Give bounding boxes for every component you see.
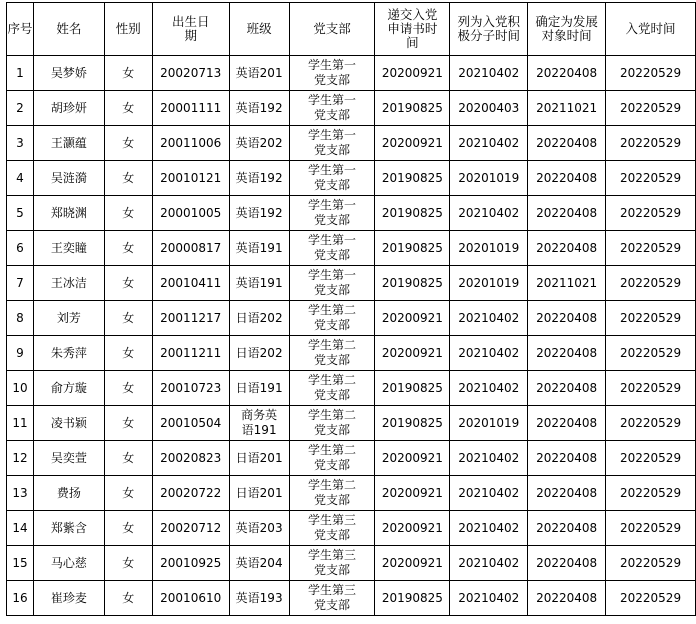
cell-application-date: 20200921 (375, 56, 450, 91)
header-activist-date: 列为入党积极分子时间 (450, 3, 528, 56)
cell-gender: 女 (104, 406, 152, 441)
cell-party-branch: 学生第三党支部 (289, 581, 375, 616)
cell-application-date: 20190825 (375, 266, 450, 301)
table-row (7, 371, 696, 406)
cell-gender: 女 (104, 196, 152, 231)
cell-candidate-date: 20220408 (528, 301, 606, 336)
cell-party-branch: 学生第二党支部 (289, 476, 375, 511)
cell-party-branch: 学生第一党支部 (289, 196, 375, 231)
cell-candidate-date: 20220408 (528, 511, 606, 546)
table-row (7, 161, 696, 196)
cell-birth-date: 20010121 (152, 161, 229, 196)
table-row (7, 266, 696, 301)
cell-party-branch: 学生第一党支部 (289, 126, 375, 161)
table-row (7, 406, 696, 441)
cell-application-date: 20190825 (375, 231, 450, 266)
cell-birth-date: 20011006 (152, 126, 229, 161)
cell-activist-date: 20210402 (450, 196, 528, 231)
cell-index: 13 (7, 476, 34, 511)
cell-candidate-date: 20220408 (528, 476, 606, 511)
cell-join-date: 20220529 (606, 301, 696, 336)
cell-name: 朱秀萍 (33, 336, 104, 371)
cell-activist-date: 20210402 (450, 336, 528, 371)
cell-class: 英语201 (229, 56, 289, 91)
cell-index: 5 (7, 196, 34, 231)
cell-party-branch: 学生第一党支部 (289, 161, 375, 196)
cell-application-date: 20190825 (375, 91, 450, 126)
cell-index: 11 (7, 406, 34, 441)
cell-application-date: 20190825 (375, 161, 450, 196)
cell-birth-date: 20020823 (152, 441, 229, 476)
cell-birth-date: 20010925 (152, 546, 229, 581)
cell-name: 吴梦娇 (33, 56, 104, 91)
cell-party-branch: 学生第二党支部 (289, 371, 375, 406)
table-row (7, 441, 696, 476)
cell-join-date: 20220529 (606, 511, 696, 546)
cell-join-date: 20220529 (606, 266, 696, 301)
cell-gender: 女 (104, 161, 152, 196)
cell-activist-date: 20200403 (450, 91, 528, 126)
cell-name: 吴奕萱 (33, 441, 104, 476)
cell-party-branch: 学生第一党支部 (289, 56, 375, 91)
header-gender: 性别 (104, 3, 152, 56)
cell-activist-date: 20201019 (450, 266, 528, 301)
cell-candidate-date: 20220408 (528, 56, 606, 91)
cell-gender: 女 (104, 266, 152, 301)
table-row (7, 476, 696, 511)
table-row (7, 581, 696, 616)
table-body (7, 56, 696, 616)
member-table-container (6, 2, 696, 616)
cell-party-branch: 学生第一党支部 (289, 266, 375, 301)
cell-birth-date: 20020713 (152, 56, 229, 91)
cell-application-date: 20190825 (375, 406, 450, 441)
cell-join-date: 20220529 (606, 91, 696, 126)
table-row (7, 231, 696, 266)
cell-activist-date: 20210402 (450, 301, 528, 336)
cell-gender: 女 (104, 336, 152, 371)
header-class: 班级 (229, 3, 289, 56)
table-row (7, 196, 696, 231)
cell-class: 商务英语191 (229, 406, 289, 441)
cell-activist-date: 20210402 (450, 476, 528, 511)
cell-join-date: 20220529 (606, 336, 696, 371)
cell-candidate-date: 20220408 (528, 336, 606, 371)
cell-class: 日语201 (229, 441, 289, 476)
cell-party-branch: 学生第三党支部 (289, 511, 375, 546)
cell-birth-date: 20000817 (152, 231, 229, 266)
cell-join-date: 20220529 (606, 476, 696, 511)
cell-index: 1 (7, 56, 34, 91)
cell-candidate-date: 20220408 (528, 546, 606, 581)
cell-activist-date: 20210402 (450, 56, 528, 91)
cell-candidate-date: 20211021 (528, 91, 606, 126)
cell-activist-date: 20210402 (450, 581, 528, 616)
header-candidate-date: 确定为发展对象时间 (528, 3, 606, 56)
cell-birth-date: 20001111 (152, 91, 229, 126)
table-row (7, 126, 696, 161)
table-row (7, 336, 696, 371)
cell-party-branch: 学生第三党支部 (289, 546, 375, 581)
cell-join-date: 20220529 (606, 581, 696, 616)
cell-activist-date: 20201019 (450, 231, 528, 266)
cell-name: 王冰洁 (33, 266, 104, 301)
cell-gender: 女 (104, 56, 152, 91)
cell-gender: 女 (104, 231, 152, 266)
cell-join-date: 20220529 (606, 161, 696, 196)
cell-index: 2 (7, 91, 34, 126)
cell-application-date: 20200921 (375, 546, 450, 581)
cell-birth-date: 20011211 (152, 336, 229, 371)
cell-party-branch: 学生第二党支部 (289, 336, 375, 371)
cell-gender: 女 (104, 441, 152, 476)
cell-party-branch: 学生第二党支部 (289, 406, 375, 441)
cell-name: 郑晓渊 (33, 196, 104, 231)
cell-candidate-date: 20220408 (528, 161, 606, 196)
cell-index: 7 (7, 266, 34, 301)
cell-candidate-date: 20211021 (528, 266, 606, 301)
cell-class: 日语202 (229, 336, 289, 371)
cell-name: 郑紫含 (33, 511, 104, 546)
cell-activist-date: 20210402 (450, 441, 528, 476)
cell-join-date: 20220529 (606, 406, 696, 441)
cell-name: 凌书颖 (33, 406, 104, 441)
cell-candidate-date: 20220408 (528, 441, 606, 476)
cell-birth-date: 20011217 (152, 301, 229, 336)
cell-application-date: 20190825 (375, 371, 450, 406)
cell-join-date: 20220529 (606, 231, 696, 266)
cell-application-date: 20200921 (375, 476, 450, 511)
cell-index: 10 (7, 371, 34, 406)
cell-index: 9 (7, 336, 34, 371)
cell-name: 王灏蕴 (33, 126, 104, 161)
cell-candidate-date: 20220408 (528, 231, 606, 266)
cell-application-date: 20200921 (375, 301, 450, 336)
cell-index: 8 (7, 301, 34, 336)
cell-gender: 女 (104, 476, 152, 511)
cell-candidate-date: 20220408 (528, 126, 606, 161)
cell-join-date: 20220529 (606, 126, 696, 161)
cell-party-branch: 学生第二党支部 (289, 441, 375, 476)
cell-activist-date: 20201019 (450, 161, 528, 196)
cell-join-date: 20220529 (606, 196, 696, 231)
cell-name: 刘芳 (33, 301, 104, 336)
cell-birth-date: 20010610 (152, 581, 229, 616)
cell-join-date: 20220529 (606, 546, 696, 581)
table-header-row (7, 3, 696, 56)
cell-name: 胡珍妍 (33, 91, 104, 126)
party-member-table (6, 2, 696, 616)
cell-gender: 女 (104, 301, 152, 336)
table-row (7, 546, 696, 581)
cell-name: 俞方璇 (33, 371, 104, 406)
cell-name: 马心慈 (33, 546, 104, 581)
cell-application-date: 20200921 (375, 126, 450, 161)
cell-party-branch: 学生第二党支部 (289, 301, 375, 336)
table-row (7, 56, 696, 91)
cell-join-date: 20220529 (606, 441, 696, 476)
cell-party-branch: 学生第一党支部 (289, 91, 375, 126)
cell-application-date: 20200921 (375, 511, 450, 546)
cell-index: 4 (7, 161, 34, 196)
cell-index: 14 (7, 511, 34, 546)
cell-class: 英语191 (229, 231, 289, 266)
cell-application-date: 20190825 (375, 196, 450, 231)
cell-class: 英语204 (229, 546, 289, 581)
cell-activist-date: 20210402 (450, 546, 528, 581)
cell-activist-date: 20210402 (450, 511, 528, 546)
cell-name: 吴涟漪 (33, 161, 104, 196)
header-index: 序号 (7, 3, 34, 56)
cell-join-date: 20220529 (606, 371, 696, 406)
table-row (7, 301, 696, 336)
cell-activist-date: 20210402 (450, 371, 528, 406)
cell-name: 费扬 (33, 476, 104, 511)
cell-class: 日语201 (229, 476, 289, 511)
cell-birth-date: 20001005 (152, 196, 229, 231)
header-party-branch: 党支部 (289, 3, 375, 56)
table-row (7, 91, 696, 126)
cell-gender: 女 (104, 371, 152, 406)
cell-gender: 女 (104, 546, 152, 581)
cell-name: 崔珍麦 (33, 581, 104, 616)
cell-class: 日语202 (229, 301, 289, 336)
cell-index: 16 (7, 581, 34, 616)
cell-candidate-date: 20220408 (528, 581, 606, 616)
cell-gender: 女 (104, 91, 152, 126)
cell-class: 英语202 (229, 126, 289, 161)
header-birth-date: 出生日期 (152, 3, 229, 56)
cell-candidate-date: 20220408 (528, 371, 606, 406)
cell-birth-date: 20020722 (152, 476, 229, 511)
cell-class: 英语191 (229, 266, 289, 301)
header-name: 姓名 (33, 3, 104, 56)
cell-candidate-date: 20220408 (528, 406, 606, 441)
cell-birth-date: 20010411 (152, 266, 229, 301)
cell-activist-date: 20210402 (450, 126, 528, 161)
header-application-date: 递交入党申请书时间 (375, 3, 450, 56)
cell-class: 英语192 (229, 161, 289, 196)
cell-birth-date: 20010504 (152, 406, 229, 441)
cell-name: 王奕瞳 (33, 231, 104, 266)
cell-gender: 女 (104, 581, 152, 616)
cell-class: 英语192 (229, 196, 289, 231)
cell-class: 日语191 (229, 371, 289, 406)
cell-activist-date: 20201019 (450, 406, 528, 441)
cell-index: 15 (7, 546, 34, 581)
cell-join-date: 20220529 (606, 56, 696, 91)
cell-gender: 女 (104, 511, 152, 546)
cell-class: 英语192 (229, 91, 289, 126)
cell-birth-date: 20010723 (152, 371, 229, 406)
cell-application-date: 20200921 (375, 336, 450, 371)
cell-index: 6 (7, 231, 34, 266)
cell-application-date: 20190825 (375, 581, 450, 616)
cell-index: 3 (7, 126, 34, 161)
cell-candidate-date: 20220408 (528, 196, 606, 231)
cell-gender: 女 (104, 126, 152, 161)
cell-birth-date: 20020712 (152, 511, 229, 546)
cell-class: 英语193 (229, 581, 289, 616)
cell-party-branch: 学生第一党支部 (289, 231, 375, 266)
table-row (7, 511, 696, 546)
cell-class: 英语203 (229, 511, 289, 546)
cell-index: 12 (7, 441, 34, 476)
cell-application-date: 20200921 (375, 441, 450, 476)
header-join-date: 入党时间 (606, 3, 696, 56)
